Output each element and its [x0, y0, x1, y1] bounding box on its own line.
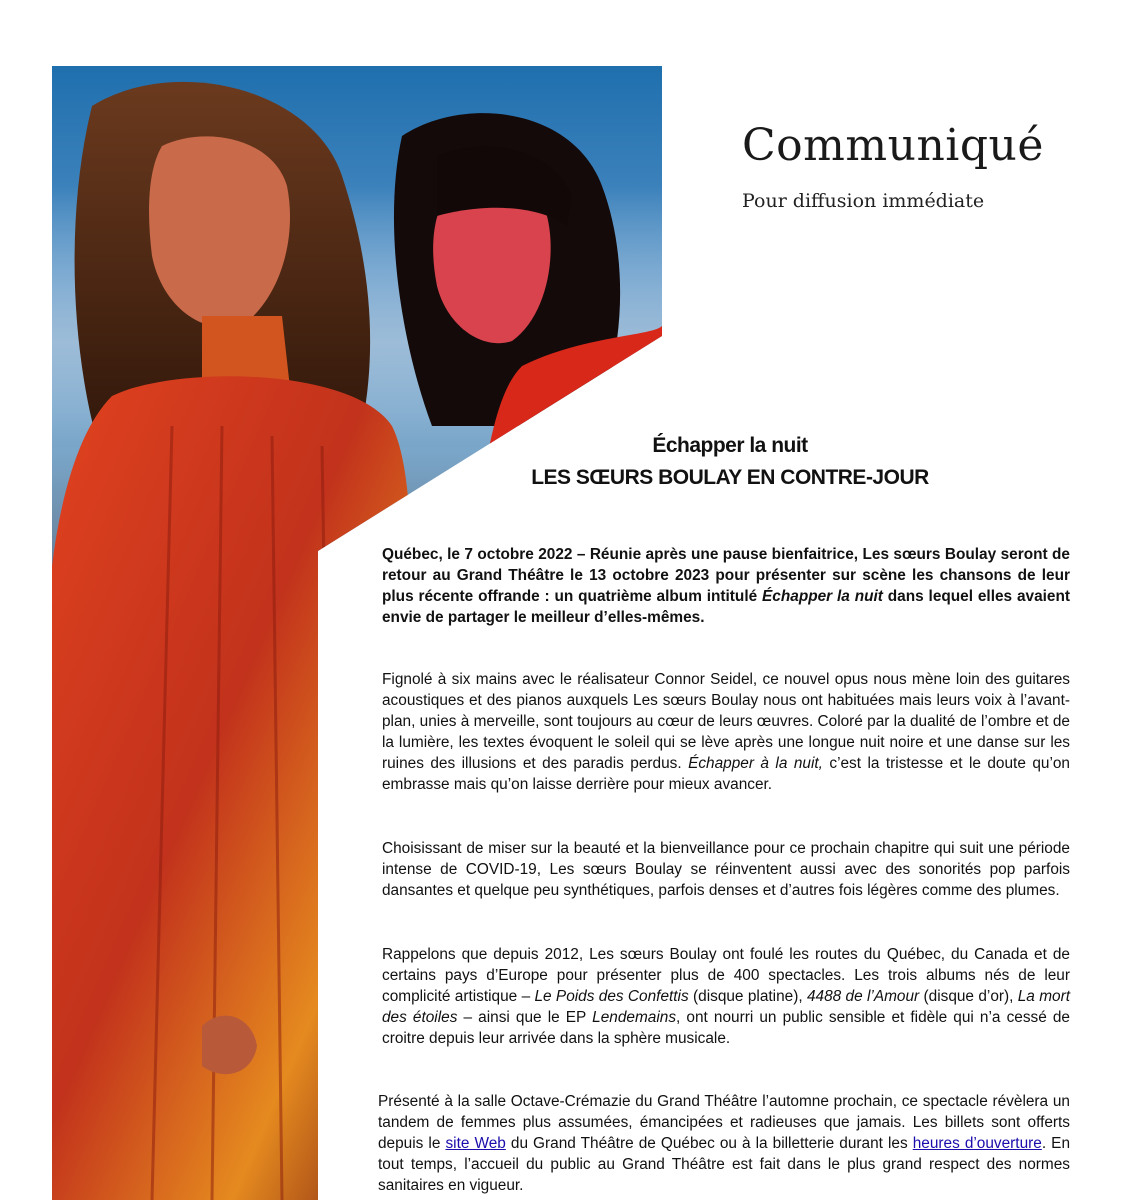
communique-title: Communiqué	[742, 120, 1044, 171]
paragraph-production	[382, 669, 1070, 795]
p4-text-5: , ont nourri un public sensible et fidèle qui n’a cessé de croitre depuis leur arrivée dans la sphère musicale.	[382, 1009, 1070, 1047]
headline-album: Échapper la nuit	[652, 434, 808, 457]
p4-album-1: Le Poids des Confettis	[534, 988, 689, 1005]
p4-text-2: (disque platine),	[688, 988, 807, 1005]
p5-text-2: du Grand Théâtre de Québec ou à la billetterie durant les	[505, 1135, 913, 1152]
p5-text-3: . En tout temps, l’accueil du public au Grand Théâtre est fait dans le plus grand respect des normes sanitaires en vigueur.	[378, 1135, 1070, 1194]
p2-text-1: Fignolé à six mains avec le réalisateur Connor Seidel, ce nouvel opus nous mène loin des guitares acoustiques et des pianos auxquels Les sœurs Boulay nous ont habituées mais leurs voix à l’avant-plan, unies à merveille, sont toujours au cœur de leurs œuvres. Coloré par la dualité de l’ombre et de la lumière, les textes évoquent le soleil qui se lève après une longue nuit noire et une danse sur les ruines des illusions et des paradis perdus.	[382, 671, 1070, 772]
p2-album-title: Échapper à la nuit,	[688, 755, 823, 772]
paragraph-sound: Choisissant de miser sur la beauté et la bienveillance pour ce prochain chapitre qui suit une période intense de COVID-19, Les sœurs Boulay se réinventent aussi avec des sonorités pop parfois dansantes et quelque peu synthétiques, parfois denses et d’autres fois légères comme des plumes.	[382, 840, 1070, 899]
lead-text-1: Québec, le 7 octobre 2022 – Réunie après une pause bienfaitrice, Les sœurs Boulay seront de retour au Grand Théâtre le 13 octobre 2023 pour présenter sur scène les chansons de leur plus récente offrande : un quatrième album intitulé	[382, 546, 1070, 605]
p4-album-3: La mort des étoiles	[382, 988, 1070, 1026]
p4-text-4: – ainsi que le EP	[457, 1009, 593, 1026]
p4-ep-title: Lendemains	[592, 1009, 677, 1026]
website-link[interactable]: site Web	[445, 1135, 506, 1152]
p4-text-1: Rappelons que depuis 2012, Les sœurs Boulay ont foulé les routes du Québec, du Canada et de certains pays d’Europe pour présenter plus de 400 spectacles. Les trois albums nés de leur complicité artistique –	[382, 946, 1070, 1005]
release-subtitle: Pour diffusion immédiate	[742, 190, 985, 212]
lead-album-title: Échapper la nuit	[762, 588, 883, 605]
paragraph-tickets	[378, 1091, 1070, 1196]
headline-band: LES SŒURS BOULAY EN CONTRE-JOUR	[531, 466, 929, 489]
p4-text-3: (disque d’or),	[919, 988, 1018, 1005]
opening-hours-link[interactable]: heures d’ouverture	[912, 1135, 1042, 1152]
p2-text-2: c’est la tristesse et le doute qu’on embrasse mais qu’on laisse derrière pour mieux avancer.	[382, 755, 1070, 793]
left-sister-dress	[52, 376, 411, 1200]
lead-text-2: dans lequel elles avaient envie de partager le meilleur d’elles-mêmes.	[382, 588, 1070, 626]
lead-paragraph	[382, 544, 1070, 628]
paragraph-history	[382, 944, 1070, 1049]
p4-album-2: 4488 de l’Amour	[806, 988, 920, 1005]
p5-text-1: Présenté à la salle Octave-Crémazie du Grand Théâtre l’automne prochain, ce spectacle révèlera un tandem de femmes plus assumées, émancipées et radieuses que jamais. Les billets sont offerts depuis le	[378, 1093, 1070, 1152]
